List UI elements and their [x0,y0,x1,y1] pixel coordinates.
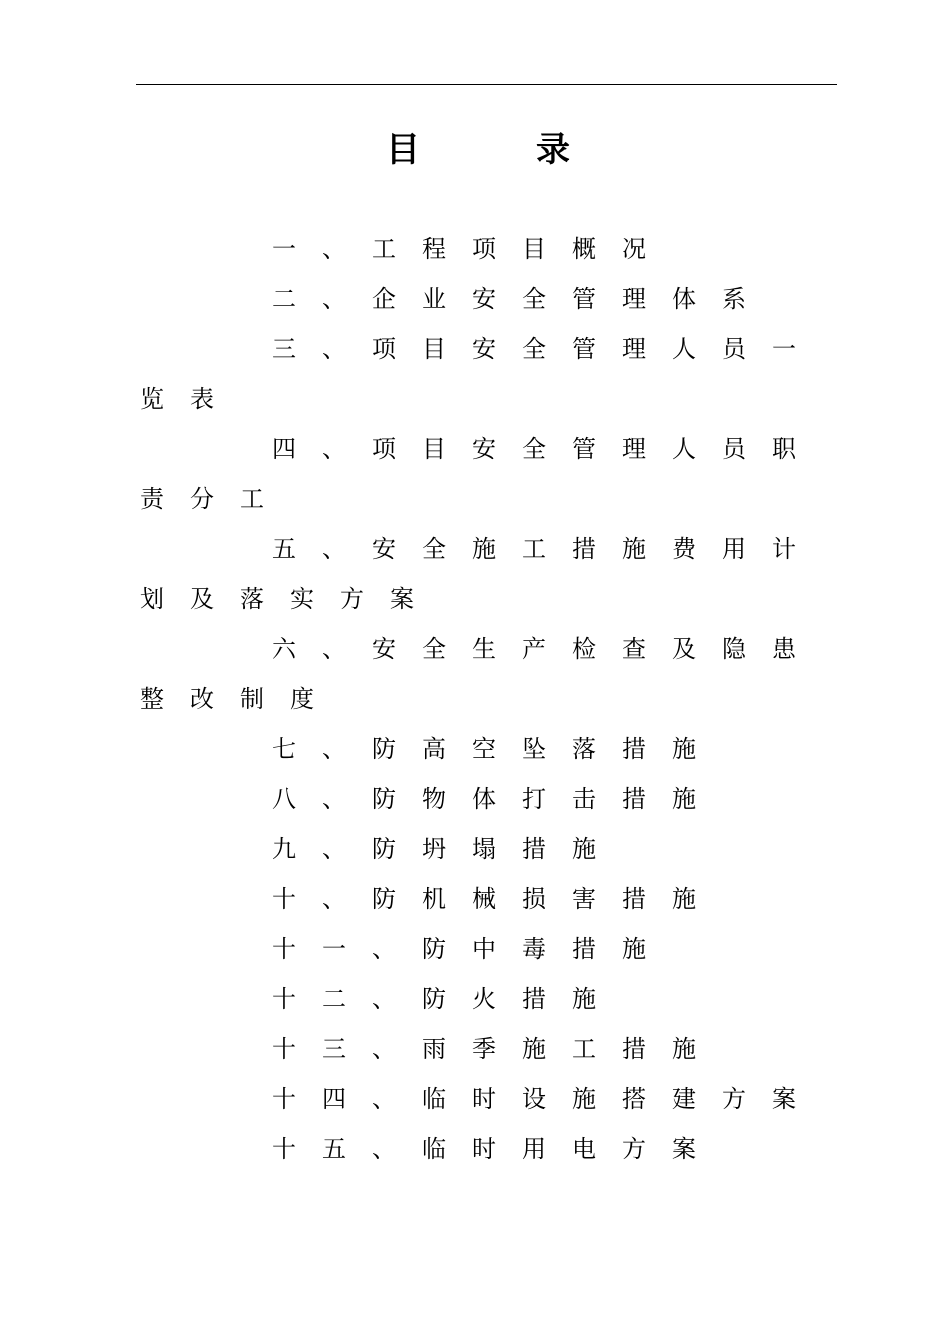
toc-entry-14[interactable]: 十四、临时设施搭建方案 [272,1085,822,1113]
toc-entry-9[interactable]: 九、防坍塌措施 [272,835,622,863]
title-char-1: 目 [386,130,420,170]
toc-entry-11[interactable]: 十一、防中毒措施 [272,935,672,963]
toc-entry-8[interactable]: 八、防物体打击措施 [272,785,722,813]
toc-entry-6[interactable]: 六、安全生产检查及隐患整改制度 [140,635,822,713]
toc-entry-4[interactable]: 四、项目安全管理人员职责分工 [140,435,822,513]
toc-entry-1[interactable]: 一、工程项目概况 [272,235,672,263]
toc-entry-15[interactable]: 十五、临时用电方案 [272,1135,722,1163]
header-rule [136,84,837,85]
toc-list [140,224,830,1174]
toc-entry-12[interactable]: 十二、防火措施 [272,985,622,1013]
toc-entry-3[interactable]: 三、项目安全管理人员一览表 [140,335,822,413]
toc-entry-5[interactable]: 五、安全施工措施费用计划及落实方案 [140,535,822,613]
toc-entry-7[interactable]: 七、防高空坠落措施 [272,735,722,763]
toc-entry-2[interactable]: 二、企业安全管理体系 [272,285,772,313]
page-title [0,128,950,172]
title-char-2: 录 [536,130,570,170]
toc-entry-10[interactable]: 十、防机械损害措施 [272,885,722,913]
toc-entry-13[interactable]: 十三、雨季施工措施 [272,1035,722,1063]
